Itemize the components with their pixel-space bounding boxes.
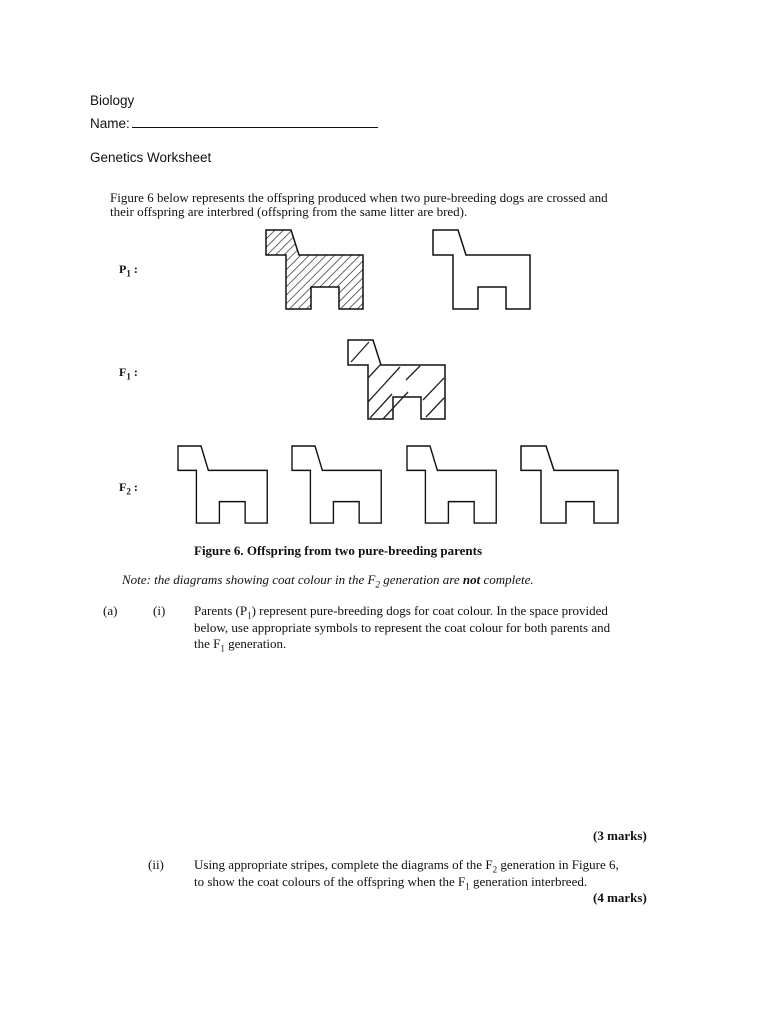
intro-line-1: Figure 6 below represents the offspring produced when two pure-breeding dogs are crossed and <box>110 190 608 205</box>
p1-dog-hatched <box>266 230 366 312</box>
f1-label: $F_1$ : <box>119 365 138 382</box>
marks-i: (3 marks) <box>593 828 647 843</box>
part-i-line-1: Parents $(P_1)$ represent pure-breeding dogs for coat colour. In the space provided <box>194 603 608 621</box>
figure-caption: Figure 6. Offspring from two pure-breeding parents <box>194 543 483 558</box>
p1-label: $P_1$ : <box>119 262 138 279</box>
subject-label: Biology <box>90 93 135 108</box>
f2-dog-1 <box>178 446 270 526</box>
part-ii-line-2: to show the coat colours of the offspring when the $F_1$ generation interbreed. <box>194 874 588 892</box>
part-i-line-3: the $F_1$ generation. <box>194 636 287 654</box>
question-a-label: (a) <box>103 603 118 618</box>
f2-dog-2 <box>292 446 384 526</box>
f2-dog-3 <box>407 446 499 526</box>
f2-dog-4 <box>521 446 621 526</box>
p1-dog-plain <box>433 230 533 312</box>
part-ii-line-1: Using appropriate stripes, complete the diagrams of the $F_2$ generation in Figure 6, <box>194 857 619 875</box>
part-i-line-2: below, use appropriate symbols to represent the coat colour for both parents and <box>194 620 611 635</box>
answer-space-i[interactable] <box>194 660 654 820</box>
part-ii-label: (ii) <box>148 857 164 872</box>
worksheet-title: Genetics Worksheet <box>90 150 212 165</box>
name-blank-line[interactable] <box>132 113 378 128</box>
f1-dog-striped <box>348 340 448 422</box>
intro-line-2: their offspring are interbred (offspring from the same litter are bred). <box>110 204 468 219</box>
figure-note: Note: the diagrams showing coat colour in the $F_2$ generation are not complete. <box>122 572 534 590</box>
f2-label: $F_2$ : <box>119 480 138 497</box>
part-i-label: (i) <box>153 603 166 618</box>
name-label: Name: <box>90 116 130 131</box>
name-field[interactable] <box>90 113 378 131</box>
marks-ii: (4 marks) <box>593 890 647 905</box>
